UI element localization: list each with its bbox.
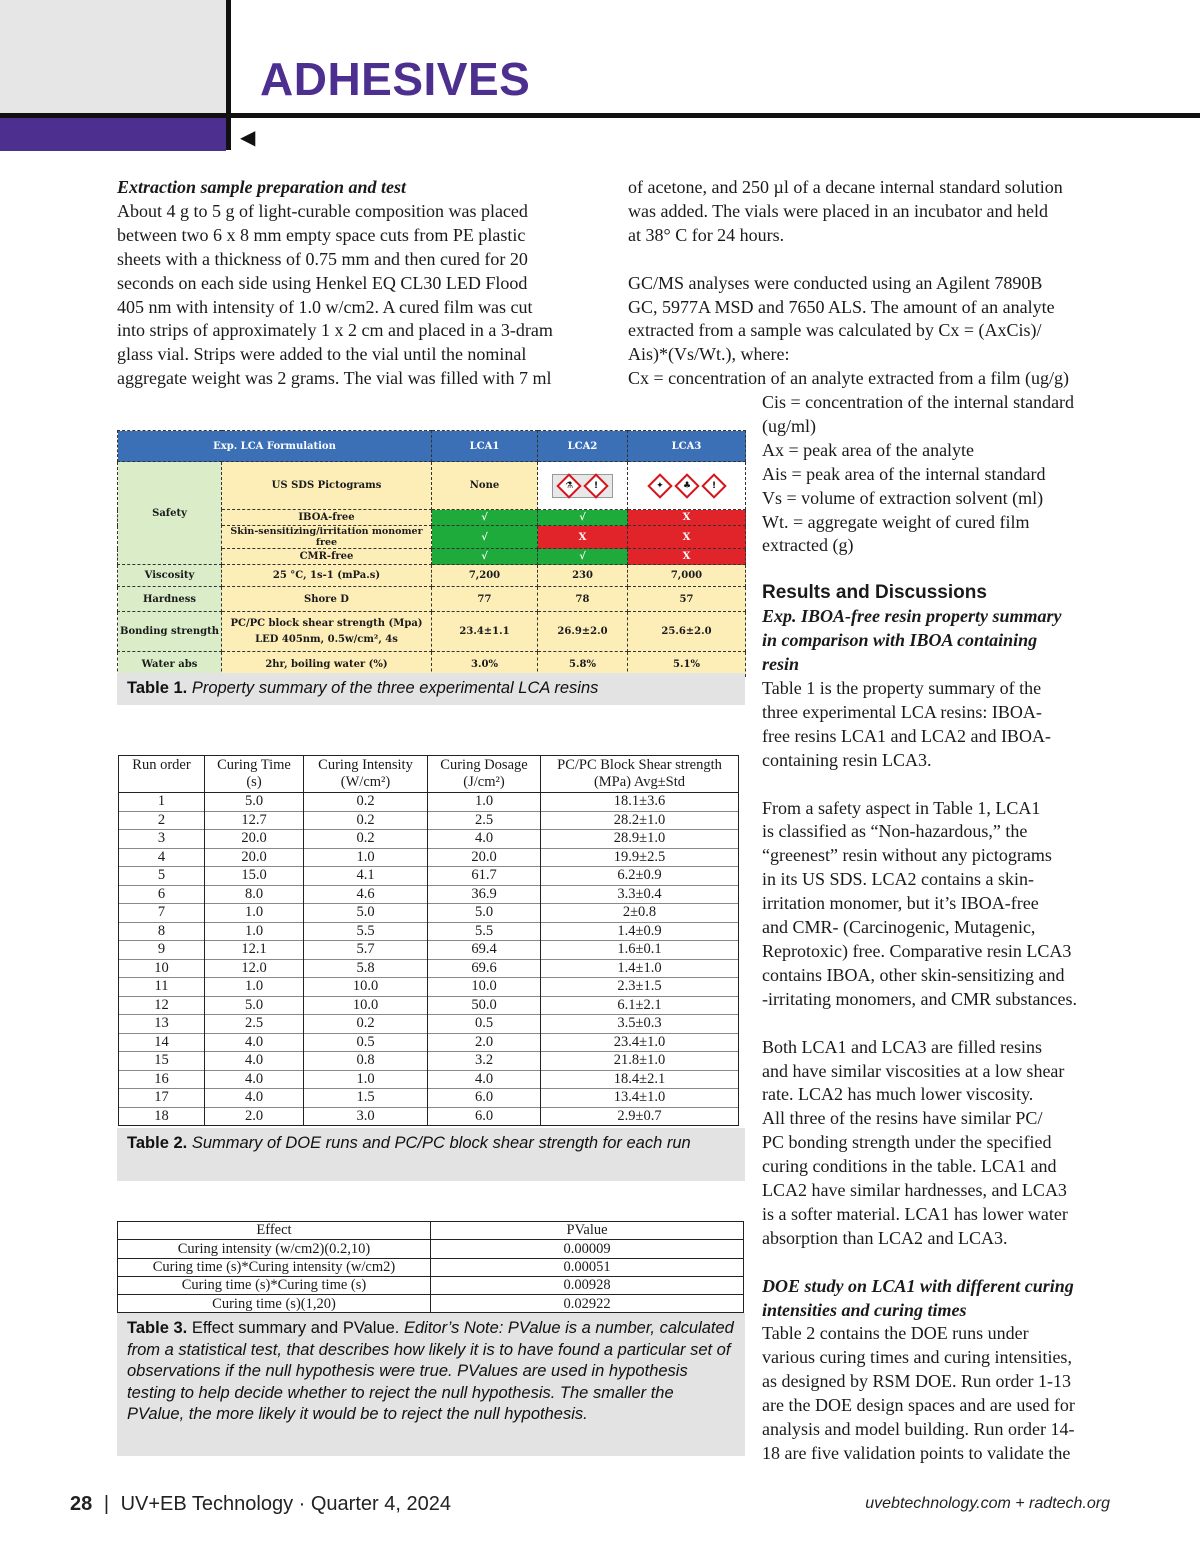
header-vertical-rule (226, 0, 231, 150)
t2-cell: 4 (119, 848, 205, 867)
t2-cell: 18.4±2.1 (541, 1070, 739, 1089)
t2-cell: 23.4±1.0 (541, 1033, 739, 1052)
t2-cell: 3.3±0.4 (541, 885, 739, 904)
t1-water-label: Water abs (118, 652, 222, 677)
t1-bonding-lca3: 25.6±2.0 (628, 612, 746, 652)
t2-cell: 14 (119, 1033, 205, 1052)
t2-header-line: Curing Time (217, 757, 291, 773)
t2-cell: 6 (119, 885, 205, 904)
header-gray-block (0, 0, 226, 113)
t2-cell: 5.7 (304, 941, 428, 960)
table-row (119, 1015, 739, 1034)
t1-viscosity-lca1: 7,200 (432, 565, 538, 587)
t2-cell: 8 (119, 922, 205, 941)
section-title: ADHESIVES (260, 53, 531, 105)
iboa-subheading: Exp. IBOA-free resin property summary in comparison with IBOA containing resin (762, 606, 1062, 675)
header-purple-bar (0, 118, 226, 151)
t2-cell: 50.0 (428, 996, 541, 1015)
t1-bonding-lca1: 23.4±1.1 (432, 612, 538, 652)
right-column-top (628, 176, 1128, 391)
t2-cell: 0.2 (304, 793, 428, 812)
results-heading: Results and Discussions (762, 582, 987, 604)
t1-pictograms-lca2 (538, 462, 628, 510)
t2-cell: 5.0 (304, 904, 428, 923)
t2-cell: 6.0 (428, 1089, 541, 1108)
ghs-environment-icon: ♣ (674, 473, 699, 498)
t2-cell: 1.5 (304, 1089, 428, 1108)
table-row (119, 959, 739, 978)
t1-bonding-cond (222, 612, 432, 652)
t2-cell: 17 (119, 1089, 205, 1108)
t2-header-line: Run order (132, 757, 191, 773)
t1-viscosity-lca2: 230 (538, 565, 628, 587)
table-row (119, 1070, 739, 1089)
results-paragraph-1: Table 1 is the property summary of the three experimental LCA resins: IBOA- free resins LCA1 and LCA2 and IBOA- containing resin LCA3. (762, 678, 1051, 770)
t1-iboa-lca2: √ (538, 510, 628, 526)
t2-cell: 2.0 (428, 1033, 541, 1052)
table-row (119, 885, 739, 904)
t2-cell: 1.0 (428, 793, 541, 812)
ghs-corrosion-icon: ⚗ (556, 473, 581, 498)
table-row (119, 1107, 739, 1126)
t2-cell: 8.0 (205, 885, 304, 904)
table-2-caption-text: Summary of DOE runs and PC/PC block shear strength for each run (191, 1134, 691, 1152)
t2-cell: 13 (119, 1015, 205, 1034)
t2-cell: 4.0 (205, 1033, 304, 1052)
t2-cell: 5.0 (428, 904, 541, 923)
t2-header-col-4 (541, 756, 739, 793)
t2-cell: 21.8±1.0 (541, 1052, 739, 1071)
formula-definitions: Cis = concentration of the internal standard (ug/ml) Ax = peak area of the analyte Ais = peak area of the internal standard Vs = volume of extraction solvent (ml) Wt. = aggregate weight of cured film extracted (g) (762, 392, 1075, 556)
right-column-narrow (762, 391, 1142, 1466)
t2-cell: 2.0 (205, 1107, 304, 1126)
table-row (119, 830, 739, 849)
t2-cell: 1.4±0.9 (541, 922, 739, 941)
t1-iboa-lca1: √ (432, 510, 538, 526)
t2-cell: 15 (119, 1052, 205, 1071)
t2-cell: 1.6±0.1 (541, 941, 739, 960)
t2-header-col-0 (119, 756, 205, 793)
t2-cell: 28.2±1.0 (541, 811, 739, 830)
table-row (118, 1240, 744, 1258)
t2-cell: 0.5 (428, 1015, 541, 1034)
right-paragraph-1: of acetone, and 250 µl of a decane internal standard solution was added. The vials were placed in an incubator and held at 38° C for 24 hours. (628, 177, 1063, 245)
t2-cell: 3.2 (428, 1052, 541, 1071)
t2-cell: 4.0 (205, 1070, 304, 1089)
extraction-body: About 4 g to 5 g of light-curable composition was placed between two 6 x 8 mm empty space cuts from PE plastic sheets with a thickness of 0.75 mm and then cured for 20 seconds on each side using Henkel EQ CL30 LED Flood 405 nm with intensity of 1.0 w/cm2. A cured film was cut into strips of approximately 1 x 2 cm and placed in a 3-dram glass vial. Strips were added to the vial until the nominal aggregate weight was 2 grams. The vial was filled with 7 ml (117, 200, 553, 389)
table-row (118, 1295, 744, 1313)
t2-cell: 11 (119, 978, 205, 997)
t2-cell: 18.1±3.6 (541, 793, 739, 812)
t1-skin-lca3: X (628, 526, 746, 549)
t2-cell: 0.8 (304, 1052, 428, 1071)
table-2-doe-runs (118, 755, 739, 1126)
results-paragraph-4: Table 2 contains the DOE runs under various curing times and curing intensities, as designed by RSM DOE. Run order 1-13 are the DOE design spaces and are used for analysis and model building. Run order 14- 18 are five validation points to validate the (762, 1323, 1075, 1464)
footer-separator: | (103, 1493, 110, 1515)
t2-cell: 1.0 (205, 922, 304, 941)
t1-hardness-lca1: 77 (432, 587, 538, 612)
table-2-caption (117, 1128, 745, 1181)
t2-cell: 1 (119, 793, 205, 812)
t1-bonding-cond-line1: PC/PC block shear strength (Mpa) (230, 617, 423, 629)
t2-cell: 3 (119, 830, 205, 849)
t2-cell: 7 (119, 904, 205, 923)
t3-header-pvalue: PValue (431, 1222, 744, 1240)
t1-cmr-label: CMR-free (222, 549, 432, 565)
t2-header-line: (W/cm²) (340, 774, 391, 790)
t2-cell: 2 (119, 811, 205, 830)
table-row (119, 922, 739, 941)
publication-name: UV+EB Technology · Quarter 4, 2024 (120, 1493, 451, 1515)
left-column (117, 176, 607, 391)
t2-cell: 2.5 (205, 1015, 304, 1034)
table-row (119, 811, 739, 830)
t3-cell: Curing time (s)*Curing time (s) (118, 1276, 431, 1294)
t2-header-line: (MPa) Avg±Std (593, 774, 686, 790)
t2-cell: 12.0 (205, 959, 304, 978)
t2-cell: 9 (119, 941, 205, 960)
t2-header-line: Curing Intensity (318, 757, 413, 773)
t1-header-lca1: LCA1 (432, 431, 538, 462)
t3-cell: Curing time (s)(1,20) (118, 1295, 431, 1313)
t2-cell: 10.0 (304, 978, 428, 997)
t3-cell: Curing time (s)*Curing intensity (w/cm2) (118, 1258, 431, 1276)
t2-cell: 4.1 (304, 867, 428, 886)
t2-cell: 4.0 (205, 1089, 304, 1108)
t2-cell: 5 (119, 867, 205, 886)
table-1-caption-label: Table 1. (127, 679, 188, 697)
t2-cell: 1.0 (205, 904, 304, 923)
t2-cell: 10 (119, 959, 205, 978)
table-3-caption-note: Editor’s Note: PValue is a number, calculated from a statistical test, that describes how likely it is to have found a particular set of observations if the null hypothesis were true. PValues are used in hypothesis testing to help decide whether to reject the null hypothesis. The smaller the PValue, the more likely it would be to reject the null hypothesis. (127, 1319, 734, 1423)
t1-cmr-lca2: √ (538, 549, 628, 565)
ghs-exclamation-icon: ! (583, 473, 608, 498)
t1-hardness-lca3: 57 (628, 587, 746, 612)
footer-publication (70, 1493, 451, 1516)
table-1-caption (117, 673, 745, 705)
table-row (119, 996, 739, 1015)
t2-cell: 6.1±2.1 (541, 996, 739, 1015)
t3-cell: Curing intensity (w/cm2)(0.2,10) (118, 1240, 431, 1258)
t1-pictograms-lca1: None (432, 462, 538, 510)
t2-cell: 0.2 (304, 1015, 428, 1034)
t1-bonding-cond-line2: LED 405nm, 0.5w/cm², 4s (255, 633, 398, 645)
t2-cell: 20.0 (205, 830, 304, 849)
t2-header-line: PC/PC Block Shear strength (557, 757, 722, 773)
table-3-caption-label: Table 3. (127, 1319, 188, 1337)
table-1-caption-text: Property summary of the three experimental LCA resins (191, 679, 599, 697)
table-3-effect-summary (117, 1221, 744, 1313)
t1-viscosity-cond: 25 °C, 1s-1 (mPa.s) (222, 565, 432, 587)
t2-cell: 10.0 (304, 996, 428, 1015)
t2-cell: 6.2±0.9 (541, 867, 739, 886)
page-number: 28 (70, 1493, 93, 1515)
table-row (119, 904, 739, 923)
t2-cell: 3.5±0.3 (541, 1015, 739, 1034)
table-row (118, 1276, 744, 1294)
t2-cell: 4.0 (205, 1052, 304, 1071)
t2-cell: 18 (119, 1107, 205, 1126)
t1-water-cond: 2hr, boiling water (%) (222, 652, 432, 677)
t2-header-col-3 (428, 756, 541, 793)
t2-cell: 0.2 (304, 811, 428, 830)
t2-cell: 61.7 (428, 867, 541, 886)
t3-cell: 0.00009 (431, 1240, 744, 1258)
t2-cell: 5.8 (304, 959, 428, 978)
t2-cell: 12.7 (205, 811, 304, 830)
t2-cell: 5.0 (205, 996, 304, 1015)
t1-water-lca2: 5.8% (538, 652, 628, 677)
t1-water-lca1: 3.0% (432, 652, 538, 677)
t2-cell: 4.0 (428, 1070, 541, 1089)
t2-cell: 69.4 (428, 941, 541, 960)
t1-water-lca3: 5.1% (628, 652, 746, 677)
t1-iboa-lca3: X (628, 510, 746, 526)
t2-cell: 5.5 (428, 922, 541, 941)
t2-cell: 12.1 (205, 941, 304, 960)
t1-viscosity-lca3: 7,000 (628, 565, 746, 587)
table-row (119, 1089, 739, 1108)
t1-safety-label: Safety (118, 462, 222, 565)
t1-skin-lca1: √ (432, 526, 538, 549)
t1-viscosity-label: Viscosity (118, 565, 222, 587)
ghs-health-hazard-icon: ✦ (647, 473, 672, 498)
table-row (119, 848, 739, 867)
table-3-caption-text: Effect summary and PValue. (191, 1319, 400, 1337)
table-row (119, 1052, 739, 1071)
t2-header-col-2 (304, 756, 428, 793)
t2-cell: 5.5 (304, 922, 428, 941)
t2-cell: 2.9±0.7 (541, 1107, 739, 1126)
t1-header-lca2: LCA2 (538, 431, 628, 462)
t1-bonding-label: Bonding strength (118, 612, 222, 652)
t2-cell: 1.4±1.0 (541, 959, 739, 978)
t2-cell: 6.0 (428, 1107, 541, 1126)
t2-cell: 0.2 (304, 830, 428, 849)
t1-header-lca3: LCA3 (628, 431, 746, 462)
table-row (119, 978, 739, 997)
t1-pictograms-lca3 (628, 462, 746, 510)
results-paragraph-3: Both LCA1 and LCA3 are filled resins and have similar viscosities at a low shear rate. LCA2 has much lower viscosity. All three of the resins have similar PC/ PC bonding strength under the specified curing conditions in the table. LCA1 and LCA2 have similar hardnesses, and LCA3 is a softer material. LCA1 has lower water absorption than LCA2 and LCA3. (762, 1036, 1068, 1248)
t2-cell: 0.5 (304, 1033, 428, 1052)
t2-cell: 1.0 (304, 848, 428, 867)
t3-cell: 0.02922 (431, 1295, 744, 1313)
footer-websites[interactable]: uvebtechnology.com + radtech.org (865, 1495, 1110, 1512)
t2-cell: 36.9 (428, 885, 541, 904)
right-paragraph-2: GC/MS analyses were conducted using an Agilent 7890B GC, 5977A MSD and 7650 ALS. The amount of an analyte extracted from a sample was calculated by Cx = (AxCis)/ Ais)*(Vs/Wt.), where: Cx = concentration of an analyte extracted from a film (ug/g) (628, 272, 1069, 389)
t1-bonding-lca2: 26.9±2.0 (538, 612, 628, 652)
t2-cell: 19.9±2.5 (541, 848, 739, 867)
ghs-exclamation-icon: ! (701, 473, 726, 498)
t3-header-effect: Effect (118, 1222, 431, 1240)
table-row (118, 1258, 744, 1276)
t2-cell: 20.0 (428, 848, 541, 867)
t2-cell: 15.0 (205, 867, 304, 886)
doe-subheading: DOE study on LCA1 with different curing intensities and curing times (762, 1275, 1074, 1320)
t2-cell: 69.6 (428, 959, 541, 978)
t2-cell: 1.0 (304, 1070, 428, 1089)
t1-cmr-lca1: √ (432, 549, 538, 565)
t1-skin-label: Skin-sensitizing/irritation monomer free (222, 526, 432, 549)
t2-header-line: (J/cm²) (463, 774, 505, 790)
t1-iboa-label: IBOA-free (222, 510, 432, 526)
table-2-caption-label: Table 2. (127, 1134, 188, 1152)
t1-cmr-lca3: X (628, 549, 746, 565)
t2-cell: 4.0 (428, 830, 541, 849)
t2-cell: 5.0 (205, 793, 304, 812)
t2-cell: 13.4±1.0 (541, 1089, 739, 1108)
t2-cell: 1.0 (205, 978, 304, 997)
t2-cell: 12 (119, 996, 205, 1015)
table-row (119, 1033, 739, 1052)
t2-cell: 2±0.8 (541, 904, 739, 923)
table-row (119, 867, 739, 886)
t1-hardness-lca2: 78 (538, 587, 628, 612)
back-arrow-icon[interactable]: ◀ (240, 125, 256, 149)
t2-header-col-1 (205, 756, 304, 793)
t2-cell: 3.0 (304, 1107, 428, 1126)
t2-cell: 20.0 (205, 848, 304, 867)
t1-hardness-label: Hardness (118, 587, 222, 612)
t1-hardness-cond: Shore D (222, 587, 432, 612)
t3-cell: 0.00051 (431, 1258, 744, 1276)
t2-cell: 4.6 (304, 885, 428, 904)
t3-cell: 0.00928 (431, 1276, 744, 1294)
table-1-property-summary (117, 430, 746, 677)
t2-cell: 2.5 (428, 811, 541, 830)
t2-cell: 2.3±1.5 (541, 978, 739, 997)
t2-cell: 28.9±1.0 (541, 830, 739, 849)
t1-header-formulation: Exp. LCA Formulation (118, 431, 432, 462)
t2-cell: 10.0 (428, 978, 541, 997)
table-row (119, 941, 739, 960)
table-3-caption (117, 1313, 745, 1456)
t1-pictograms-label: US SDS Pictograms (222, 462, 432, 510)
table-row (119, 793, 739, 812)
t2-header-line: (s) (246, 774, 262, 790)
t1-skin-lca2: X (538, 526, 628, 549)
t2-cell: 16 (119, 1070, 205, 1089)
t2-header-line: Curing Dosage (440, 757, 528, 773)
ghs-pictogram-group (552, 474, 613, 498)
extraction-heading: Extraction sample preparation and test (117, 177, 407, 197)
results-paragraph-2: From a safety aspect in Table 1, LCA1 is classified as “Non-hazardous,” the “greenest” resin without any pictograms in its US SDS. LCA2 contains a skin- irritation monomer, but it’s IBOA-free and CMR- (Carcinogenic, Mutagenic, Reprotoxic) free. Comparative resin LCA3 contains IBOA, other skin-sensitizing and -irritating monomers, and CMR substances. (762, 797, 1077, 1009)
